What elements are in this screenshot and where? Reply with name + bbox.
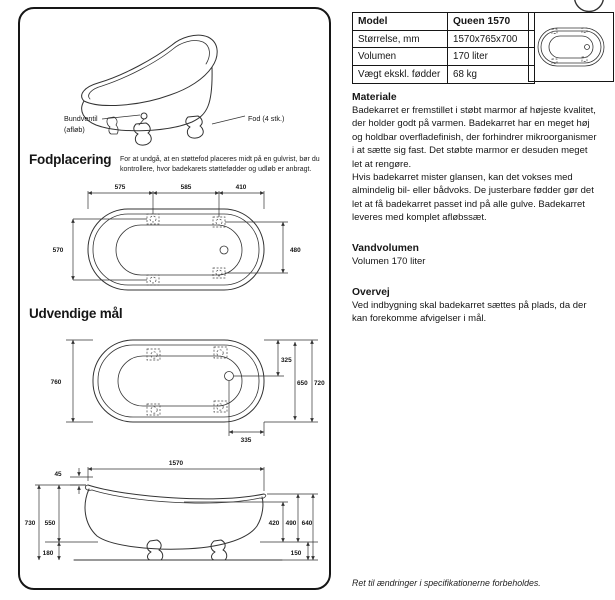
section-materiale [352,92,600,225]
table-row [353,48,535,66]
dim-label-640: 640 [301,520,313,527]
dim-label-325: 325 [281,357,292,364]
section-paragraph: Ved indbygning skal badekarret sættes på plads, da der kan forekomme afvigelser i mål. [352,300,587,325]
dim-label-730: 730 [24,520,36,527]
spec-value: Queen 1570 [448,13,535,31]
claw-foot-front-left [134,123,151,145]
drain-hole [225,372,234,381]
disclaimer-note: Ret til ændringer i specifikationerne forbeholdes. [352,578,541,588]
claw-foot-back [107,117,118,134]
mini-topview-drawing [529,13,613,81]
dim-label-550: 550 [44,520,56,527]
dim-label-480: 480 [290,247,301,254]
section-title: Overvej [352,287,390,298]
dim-label-410: 410 [235,184,247,191]
dim-label-335: 335 [240,437,252,444]
tub-topview-outline [88,209,264,290]
claw-foot-front-right [186,116,203,138]
section-overvej [352,287,600,326]
mini-topview-box [528,12,614,82]
fodplacering-note: For at undgå, at en støttefod placeres midt på en gulvrist, bør du kontrollere, hvor badekarets støttefødder og udløb er anbragt. [120,156,320,173]
bathtub-perspective-drawing [82,35,218,145]
spec-value: 68 kg [448,66,535,84]
drain-hole [220,246,228,254]
foot-placement-figure [20,177,329,305]
fodplacering-heading: Fodplacering [29,152,112,167]
tub-perspective-figure [20,21,329,161]
dim-label-585: 585 [180,184,192,191]
dim-label-150: 150 [290,550,302,557]
dim-label-760: 760 [50,379,62,386]
drain-label-line1: Bundventil [64,114,98,123]
spec-value: 170 liter [448,48,535,66]
section-paragraph: Volumen 170 liter [352,256,426,267]
table-row [353,13,535,31]
section-title: Materiale [352,92,397,103]
dim-label-420: 420 [268,520,280,527]
feet-label: Fod (4 stk.) [248,114,285,123]
dim-label-570: 570 [52,247,64,254]
section-paragraph: Badekarret er fremstillet i støbt marmor af højeste kvalitet, der holder godt på varmen. Badekarret har en meget høj og holdbar overfladefinish, der forhindrer mikroorganismer i at sætte sig fast. Det støbte marmor er desuden meget let at rengøre. [352,105,597,170]
dim-label-490: 490 [285,520,297,527]
dim-label-650: 650 [297,380,308,387]
drawings-panel [18,7,331,590]
dim-label-180: 180 [42,550,54,557]
spec-label: Vægt ekskl. fødder [353,66,448,84]
drain-leader-line [102,115,140,119]
foot-leader-line [212,116,245,124]
spec-label: Volumen [353,48,448,66]
tub-sideview-outline [74,485,282,560]
spec-label: Model [353,13,448,31]
claw-foot-left [147,540,163,560]
external-dims-topview-figure [20,329,329,453]
dimension-lines [73,191,288,280]
drain-label-line2: (afløb) [64,125,85,134]
external-dims-sideview-figure [20,453,329,588]
foot-position-marks [147,347,227,415]
drain-fitting [141,113,147,119]
spec-label: Størrelse, mm [353,30,448,48]
drain-hole [585,45,590,50]
udvendige-heading: Udvendige mål [29,306,123,321]
tub-topview-outline [93,340,264,422]
dim-label-575: 575 [114,184,126,191]
dimension-lines [35,467,318,560]
table-row [353,66,535,84]
dim-label-720: 720 [314,380,325,387]
table-row [353,30,535,48]
dim-label-1570: 1570 [168,460,184,467]
spec-table [352,12,535,84]
spec-value: 1570x765x700 [448,30,535,48]
dim-label-45: 45 [54,471,62,478]
claw-foot-right [211,540,227,560]
section-title: Vandvolumen [352,243,419,254]
section-paragraph: Hvis badekarret mister glansen, kan det vokses med almindelig bil- eller bådvoks. De justerbare fødder gør det let at få badekarret passet ind på alle gulve. Badekarret leveres med komplet afløbssæt. [352,172,594,224]
section-vandvolumen [352,243,600,268]
